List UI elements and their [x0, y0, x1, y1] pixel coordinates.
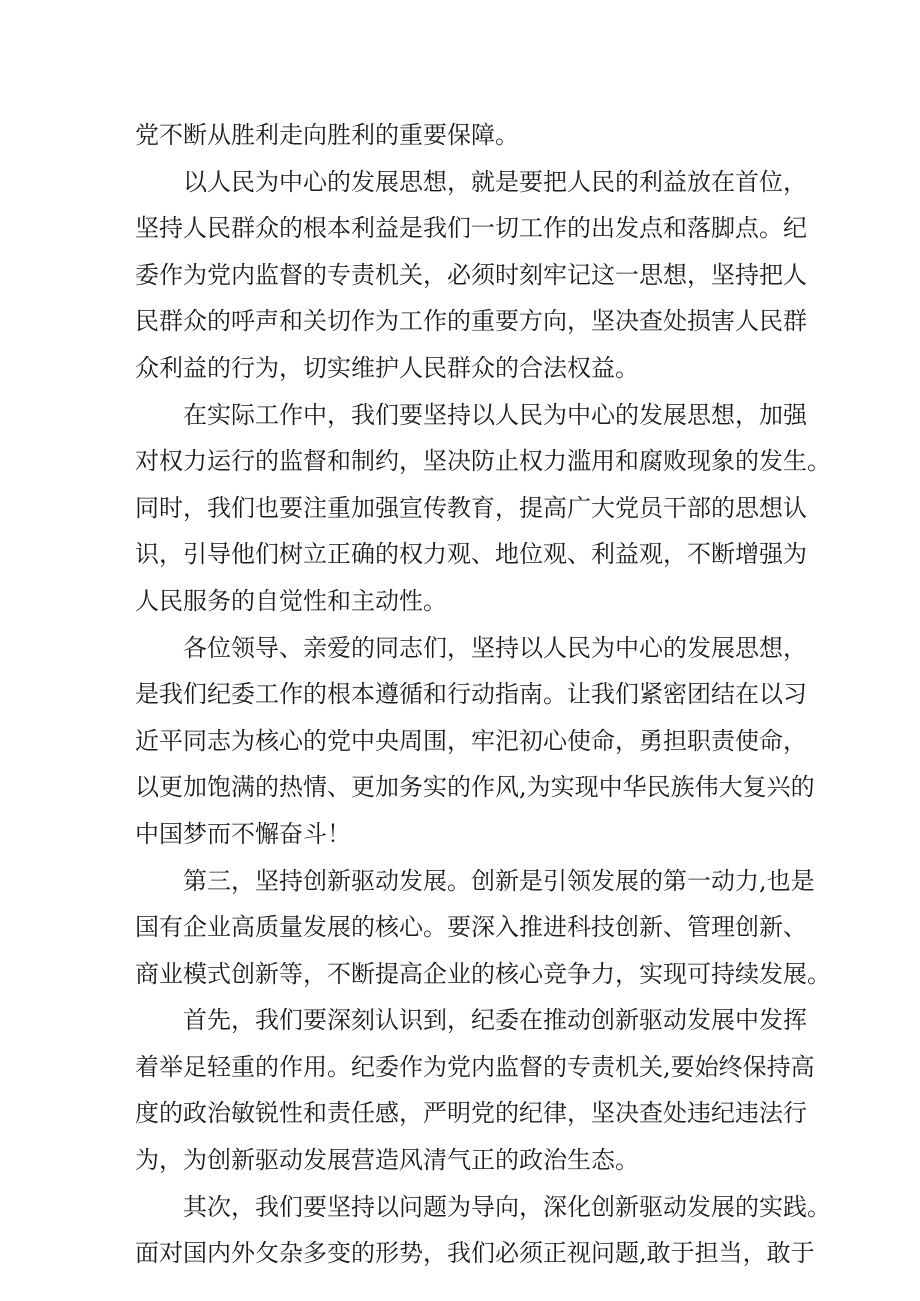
text-line: 各位领导、亲爱的同志们，坚持以人民为中心的发展思想，: [183, 633, 807, 662]
text-line: 商业模式创新等，不断提高企业的核心竞争力，实现可持续发展。: [135, 959, 831, 988]
text-line: 以人民为中心的发展思想，就是要把人民的利益放在首位，: [183, 167, 807, 196]
paragraph-address-leaders: [135, 625, 815, 858]
text-line: 民群众的呼声和关切作为工作的重要方向，坚决查处损害人民群: [135, 307, 807, 336]
text-line: 面对国内外攵杂多变的形势，我们必须正视问题,敢于担当，敢于: [135, 1239, 815, 1268]
text-line: 国有企业高质量发展的核心。要深入推进科技创新、管理创新、: [135, 913, 807, 942]
text-line: 中国梦而不懈奋斗！: [135, 819, 351, 848]
text-line: 对权力运行的监督和制约，坚决防止权力滥用和腐败现象的发生。: [135, 447, 831, 476]
text-line: 第三，坚持创新驱动发展。创新是引领发展的第一动力,也是: [183, 866, 815, 895]
paragraph-first-point: [135, 997, 815, 1183]
text-line: 着举足轻重的作用。纪委作为党内监督的专责机关,要始终保持高: [135, 1052, 815, 1081]
paragraph-second-point: [135, 1184, 831, 1277]
text-line: 以更加饱满的热情、更加务实的作风,为实现中华民族伟大复兴的: [135, 773, 815, 802]
text-line: 党不断从胜利走向胜利的重要保障。: [135, 121, 519, 149]
text-line: 坚持人民群众的根本利益是我们一切工作的出发点和落脚点。纪: [135, 214, 807, 243]
text-line: 为，为创新驱动发展营造风清气正的政治生态。: [135, 1146, 639, 1175]
text-line: 识，引导他们树立正确的权力观、地位观、利益观，不断增强为: [135, 540, 807, 569]
document-body: [135, 112, 831, 1277]
text-line: 近平同志为核心的党中央周围，牢汜初心使命，勇担职责使命，: [135, 726, 807, 755]
paragraph-practical-work: [135, 392, 831, 625]
text-line: 首先，我们要深刻认识到，纪委在推动创新驱动发展中发挥: [183, 1006, 807, 1035]
text-line: 其次，我们要坚持以问题为导向，深化创新驱动发展的实践。: [183, 1192, 831, 1221]
text-line: 人民服务的自觉性和主动性。: [135, 586, 447, 615]
text-line: 委作为党内监督的专责机关，必须时刻牢记这一思想，坚持把人: [135, 260, 807, 289]
paragraph-innovation-third: [135, 858, 831, 998]
text-line: 是我们纪委工作的根本遵循和行动指南。让我们紧密团结在以习: [135, 680, 807, 709]
paragraph-people-centered: [135, 159, 807, 392]
text-line: 同时，我们也要注重加强宣传教育，提高广大党员干部的思想认: [135, 493, 807, 522]
text-line: 在实际工作中，我们要坚持以人民为中心的发展思想，加强: [183, 400, 807, 429]
paragraph-continuation: [135, 112, 795, 159]
text-line: 众利益的行为，切实维护人民群众的合法权益。: [135, 353, 639, 382]
text-line: 度的政治敏锐性和责任感，严明党的纪律，坚决查处违纪违法行: [135, 1099, 807, 1128]
